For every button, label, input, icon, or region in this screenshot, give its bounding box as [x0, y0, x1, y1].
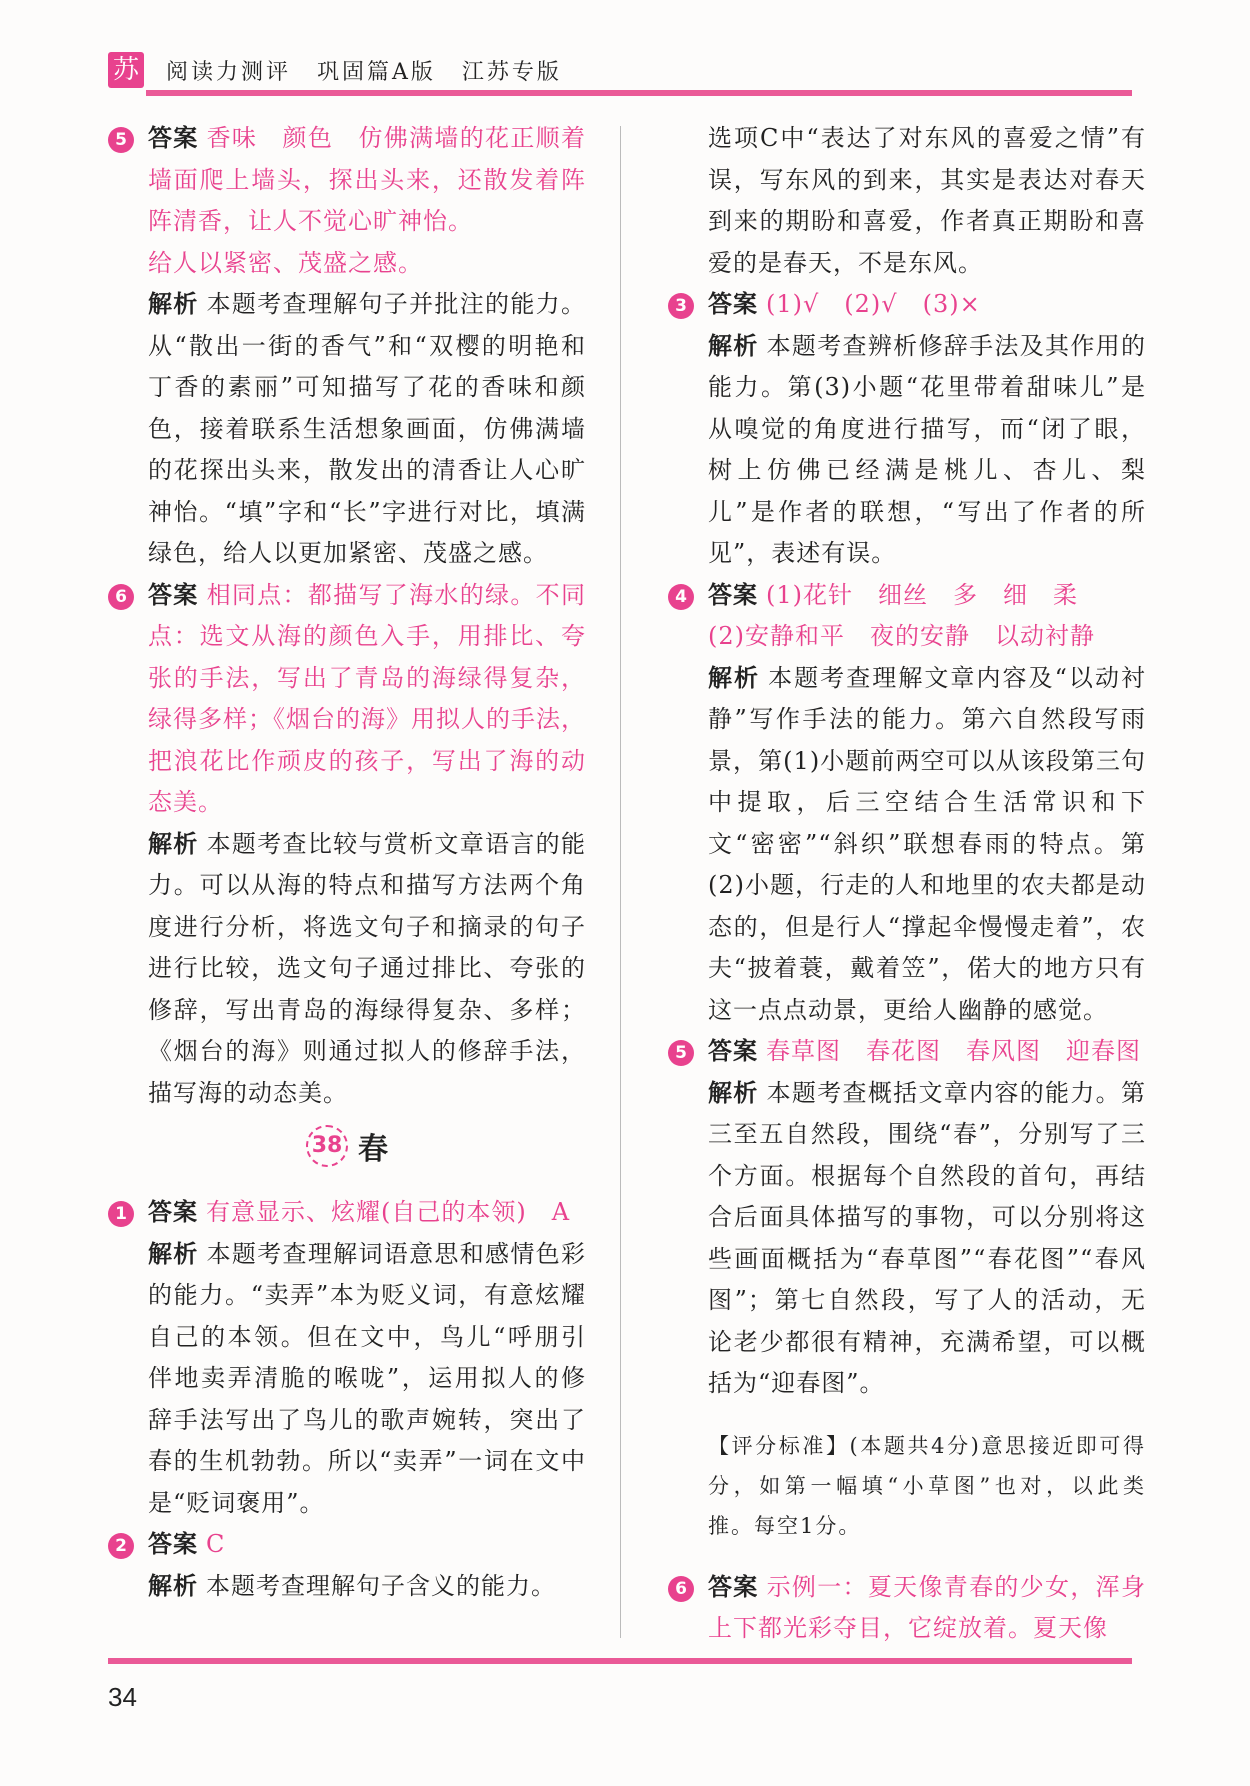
question-4 — [668, 575, 1146, 1032]
left-column — [108, 118, 586, 1607]
question-2 — [108, 1524, 586, 1607]
question-number: 6 — [108, 584, 134, 610]
question-2-continued — [668, 118, 1146, 284]
question-number: 5 — [668, 1040, 694, 1066]
analysis-label: 解析 — [708, 331, 759, 360]
footer-rule — [108, 1658, 1132, 1664]
answer-text — [708, 1567, 1146, 1650]
question-number: 1 — [108, 1201, 134, 1227]
page-header — [108, 52, 1132, 98]
question-5 — [668, 1031, 1146, 1546]
answer-label: 答案 — [148, 124, 199, 152]
answer-content: (1)√ (2)√ (3)× — [766, 290, 981, 318]
analysis-text — [148, 824, 586, 1115]
header-title — [166, 55, 588, 86]
analysis-content: 本题考查理解词语意思和感情色彩的能力。“卖弄”本为贬义词，有意炫耀自己的本领。但在文中，鸟儿“呼朋引伴地卖弄清脆的喉咙”，运用拟人的修辞手法写出了鸟儿的歌声婉转，突出了春的生机勃勃。所以“卖弄”一词在文中是“贬词褒用”。 — [148, 1239, 586, 1517]
question-6 — [668, 1567, 1146, 1650]
scoring-criteria: 【评分标准】(本题共4分)意思接近即可得分，如第一幅填“小草图”也对，以此类推。每空1分。 — [708, 1433, 1146, 1538]
answer-text — [148, 1524, 586, 1566]
right-column — [668, 118, 1146, 1650]
analysis-content: 本题考查辨析修辞手法及其作用的能力。第(3)小题“花里带着甜味儿”是从嗅觉的角度进行描写，而“闭了眼，树上仿佛已经满是桃儿、杏儿、梨儿”是作者的联想，“写出了作者的所见”，表述有误。 — [708, 331, 1146, 567]
section-title: 春 — [358, 1132, 388, 1167]
answer-content: 相同点：都描写了海水的绿。不同点：选文从海的颜色入手，用排比、夸张的手法，写出了青岛的海绿得复杂，绿得多样；《烟台的海》用拟人的手法，把浪花比作顽皮的孩子，写出了海的动态美。 — [148, 580, 586, 816]
answer-label: 答案 — [148, 1530, 198, 1558]
analysis-text — [708, 1073, 1146, 1405]
answer-label: 答案 — [708, 1572, 759, 1601]
question-number: 3 — [668, 293, 694, 319]
answer-label: 答案 — [708, 1037, 758, 1065]
column-divider — [620, 126, 621, 1638]
page-number: 34 — [108, 1682, 137, 1712]
question-number: 4 — [668, 584, 694, 610]
answer-content-2: (2)安静和平 夜的安静 以动衬静 — [708, 622, 1095, 650]
analysis-label: 解析 — [148, 290, 199, 318]
answer-text — [148, 118, 586, 243]
header-part-edition: 巩固篇A版 — [317, 60, 436, 85]
answer-label: 答案 — [708, 290, 758, 318]
question-3 — [668, 284, 1146, 575]
answer-content: 示例一：夏天像青春的少女，浑身上下都光彩夺目，它绽放着。夏天像 — [708, 1572, 1146, 1642]
analysis-text — [148, 1234, 586, 1525]
answer-label: 答案 — [148, 580, 199, 609]
question-5 — [108, 118, 586, 575]
question-number: 6 — [668, 1576, 694, 1602]
answer-content: (1)花针 细丝 多 细 柔 — [766, 580, 1078, 609]
answer-content: 香味 颜色 仿佛满墙的花正顺着墙面爬上墙头，探出头来，还散发着阵阵清香，让人不觉心旷神怡。 — [148, 124, 586, 235]
province-logo: 苏 — [108, 52, 144, 88]
analysis-label: 解析 — [708, 663, 761, 692]
header-rule — [146, 90, 1132, 96]
section-heading — [108, 1124, 586, 1186]
header-part-book: 阅读力测评 — [166, 60, 292, 85]
analysis-content: 本题考查比较与赏析文章语言的能力。可以从海的特点和描写方法两个角度进行分析，将选文句子和摘录的句子进行比较，选文句子通过排比、夸张的修辞，写出青岛的海绿得复杂、多样；《烟台的海》则通过拟人的修辞手法，描写海的动态美。 — [148, 829, 586, 1107]
analysis-text — [708, 326, 1146, 575]
analysis-continued: 选项C中“表达了对东风的喜爱之情”有误，写东风的到来，其实是表达对春天到来的期盼和喜爱，作者真正期盼和喜爱的是春天，不是东风。 — [708, 124, 1146, 277]
header-part-region: 江苏专版 — [461, 60, 562, 85]
answer-content-2: 给人以紧密、茂盛之感。 — [148, 248, 423, 277]
analysis-label: 解析 — [708, 1078, 759, 1107]
analysis-text — [708, 658, 1146, 1032]
section-number: 38 — [306, 1125, 348, 1167]
analysis-label: 解析 — [148, 1571, 198, 1600]
analysis-content: 本题考查理解句子含义的能力。 — [206, 1571, 556, 1600]
question-1 — [108, 1192, 586, 1524]
analysis-content: 本题考查理解文章内容及“以动衬静”写作手法的能力。第六自然段写雨景，第(1)小题前两空可以从该段第三句中提取，后三空结合生活常识和下文“密密”“斜织”联想春雨的特点。第(2)小题，行走的人和地里的农夫都是动态的，但是行人“撑起伞慢慢走着”，农夫“披着蓑，戴着笠”，偌大的地方只有这一点点动景，更给人幽静的感觉。 — [708, 663, 1146, 1024]
analysis-content: 本题考查理解句子并批注的能力。从“散出一街的香气”和“双樱的明艳和丁香的素丽”可知描写了花的香味和颜色，接着联系生活想象画面，仿佛满墙的花探出头来，散发出的清香让人心旷神怡。“填”字和“长”字进行对比，填满绿色，给人以更加紧密、茂盛之感。 — [148, 290, 586, 567]
answer-text — [148, 575, 586, 824]
analysis-label: 解析 — [148, 1239, 199, 1268]
analysis-label: 解析 — [148, 829, 199, 858]
question-number: 5 — [108, 127, 134, 153]
analysis-text — [148, 1566, 586, 1608]
analysis-content: 本题考查概括文章内容的能力。第三至五自然段，围绕“春”，分别写了三个方面。根据每个自然段的首句，再结合后面具体描写的事物，可以分别将这些画面概括为“春草图”“春花图”“春风图”；第七自然段，写了人的活动，无论老少都很有精神，充满希望，可以概括为“迎春图”。 — [708, 1078, 1146, 1397]
answer-content: 春草图 春花图 春风图 迎春图 — [766, 1037, 1141, 1065]
question-6 — [108, 575, 586, 1115]
answer-content: 有意显示、炫耀(自己的本领) A — [206, 1198, 571, 1226]
answer-text — [708, 284, 1146, 326]
answer-text — [708, 575, 1146, 617]
answer-content: C — [206, 1530, 226, 1558]
answer-label: 答案 — [148, 1198, 198, 1226]
answer-text — [148, 1192, 586, 1234]
answer-label: 答案 — [708, 580, 758, 609]
answer-text — [708, 1031, 1146, 1073]
question-number: 2 — [108, 1533, 134, 1559]
analysis-text — [148, 284, 586, 575]
